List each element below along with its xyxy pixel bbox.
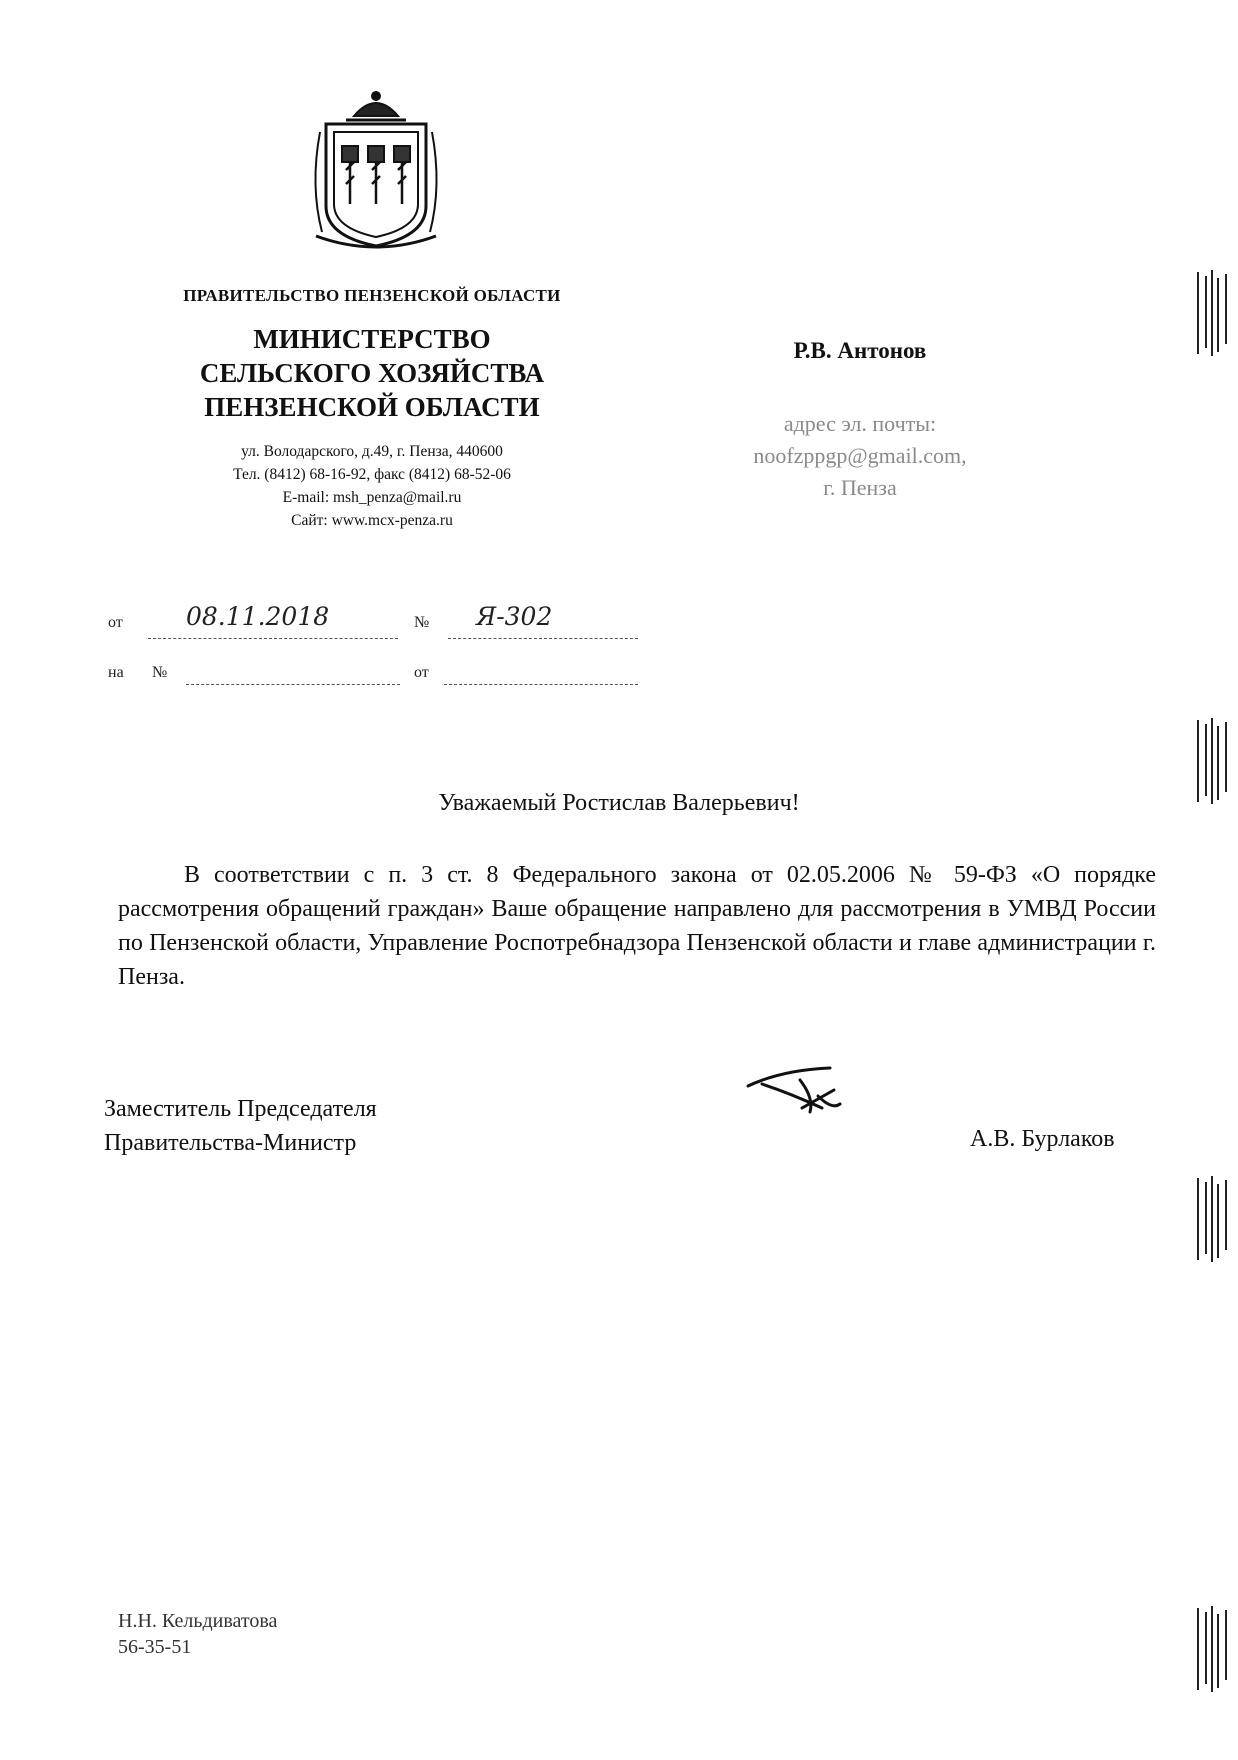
ministry-line-1: МИНИСТЕРСТВО <box>253 324 491 354</box>
scan-artifact <box>1188 268 1238 358</box>
letter-body: В соответствии с п. 3 ст. 8 Федерального закона от 02.05.2006 № 59-ФЗ «О порядке рассмотрения обращений граждан» Ваше обращение направлено для рассмотрения в УМВД России по Пензенской области, Управление Роспотребнадзора Пензенской области и главе администрации г. Пенза. <box>118 862 1156 990</box>
signatory-title <box>104 1092 377 1160</box>
ministry-line-2: СЕЛЬСКОГО ХОЗЯЙСТВА <box>199 358 545 388</box>
recipient-address <box>680 408 1040 504</box>
reg-date-line <box>148 638 398 639</box>
recipient-name: Р.В. Антонов <box>793 338 927 363</box>
reg-date: 08.11.2018 <box>186 602 330 631</box>
reg-from-label: от <box>108 614 123 631</box>
government-name: ПРАВИТЕЛЬСТВО ПЕНЗЕНСКОЙ ОБЛАСТИ <box>183 286 561 305</box>
reg-number-label: № <box>414 614 430 631</box>
reg-number-line <box>448 638 638 639</box>
reply-number-line <box>186 684 400 685</box>
greeting: Уважаемый Ростислав Валерьевич! <box>438 790 800 816</box>
signatory-title-line-2: Правительства-Министр <box>104 1130 357 1156</box>
recipient-city: г. Пенза <box>823 475 897 500</box>
scan-artifact <box>1188 1604 1238 1694</box>
coat-of-arms-icon <box>296 86 456 254</box>
scan-artifact <box>1188 716 1238 806</box>
executor-info <box>118 1608 277 1660</box>
ministry-address: ул. Володарского, д.49, г. Пенза, 440600 <box>241 443 503 460</box>
recipient-email: noofzppgp@gmail.com, <box>753 443 967 468</box>
reply-date-line <box>444 684 638 685</box>
signatory-title-line-1: Заместитель Председателя <box>104 1096 377 1122</box>
ministry-name <box>118 322 626 424</box>
ministry-contacts <box>118 440 626 532</box>
ministry-email: E-mail: msh_penza@mail.ru <box>282 489 462 506</box>
recipient-address-label: адрес эл. почты: <box>783 411 937 436</box>
reply-from-label: от <box>414 664 429 681</box>
ministry-site: Сайт: www.mcx-penza.ru <box>291 512 453 529</box>
executor-phone: 56-35-51 <box>118 1636 192 1658</box>
ministry-line-3: ПЕНЗЕНСКОЙ ОБЛАСТИ <box>204 392 540 422</box>
reply-number-label: № <box>152 664 168 681</box>
executor-name: Н.Н. Кельдиватова <box>118 1610 278 1632</box>
reply-label: на <box>108 664 124 681</box>
signatory-name: А.В. Бурлаков <box>970 1126 1115 1152</box>
ministry-phone: Тел. (8412) 68-16-92, факс (8412) 68-52-06 <box>233 466 511 483</box>
handwritten-signature <box>742 1060 852 1116</box>
reg-number: Я-302 <box>476 602 553 631</box>
scan-artifact <box>1188 1174 1238 1264</box>
